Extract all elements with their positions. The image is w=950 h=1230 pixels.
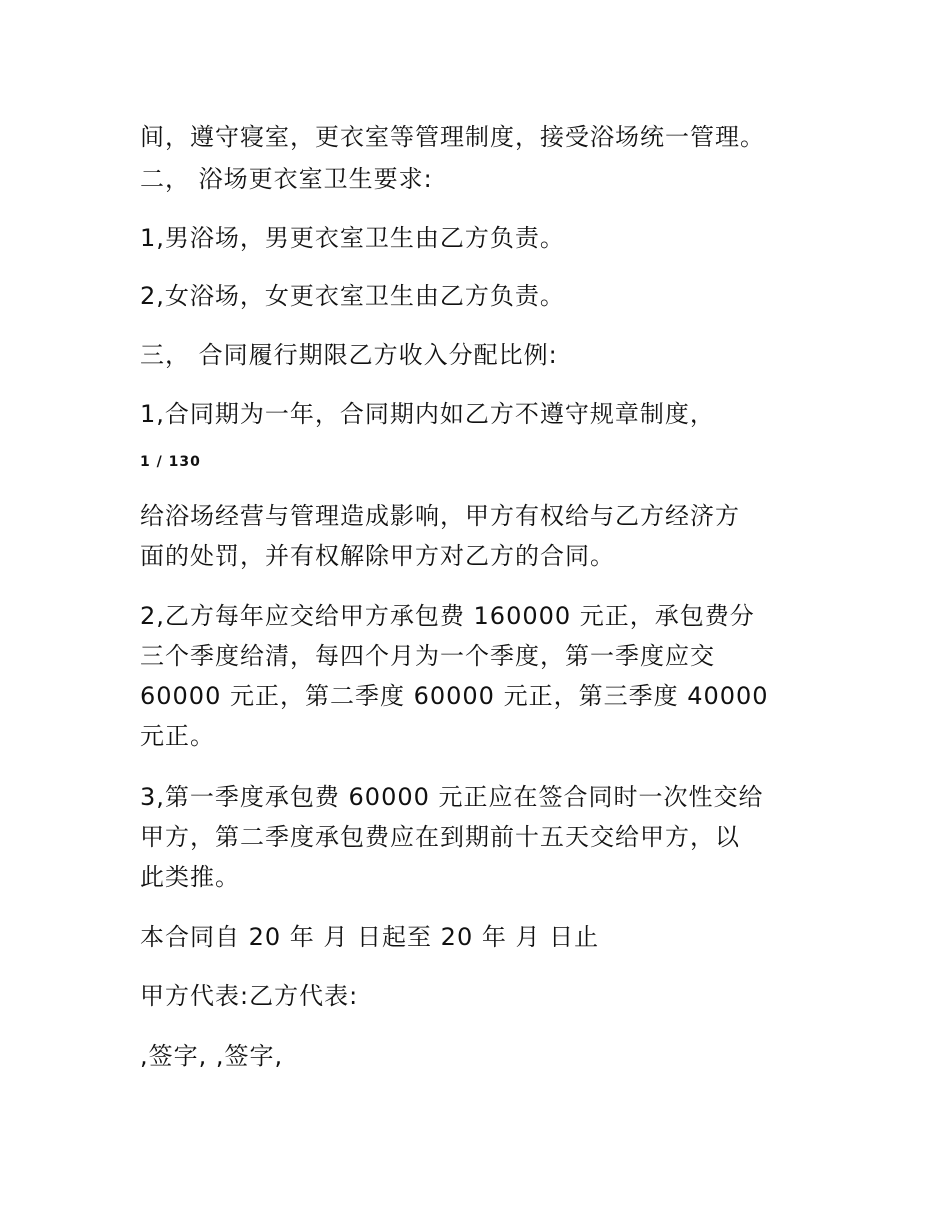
text-line: 面的处罚，并有权解除甲方对乙方的合同。 <box>140 542 615 570</box>
signature-line: ,签字, ,签字, <box>140 1042 284 1070</box>
text-line: 2,女浴场，女更衣室卫生由乙方负责。 <box>140 282 565 310</box>
contract-term-line: 本合同自 20 年 月 日起至 20 年 月 日止 <box>140 923 600 951</box>
section-heading-2: 二， 浴场更衣室卫生要求: <box>140 165 433 193</box>
text-line: 三个季度给清，每四个月为一个季度，第一季度应交 <box>140 642 715 670</box>
representatives-line: 甲方代表:乙方代表: <box>140 982 359 1010</box>
text-line: 给浴场经营与管理造成影响，甲方有权给与乙方经济方 <box>140 502 740 530</box>
text-line: 间，遵守寝室，更衣室等管理制度，接受浴场统一管理。 <box>140 123 765 151</box>
text-line: 元正。 <box>140 722 215 750</box>
text-line: 甲方，第二季度承包费应在到期前十五天交给甲方，以 <box>140 823 740 851</box>
page-number: 1 / 130 <box>140 454 201 470</box>
text-line: 1,男浴场，男更衣室卫生由乙方负责。 <box>140 224 565 252</box>
text-line: 2,乙方每年应交给甲方承包费 160000 元正，承包费分 <box>140 602 755 630</box>
text-line: 此类推。 <box>140 863 240 891</box>
text-line: 3,第一季度承包费 60000 元正应在签合同时一次性交给 <box>140 783 764 811</box>
text-line: 1,合同期为一年，合同期内如乙方不遵守规章制度， <box>140 400 715 428</box>
section-heading-3: 三， 合同履行期限乙方收入分配比例: <box>140 341 558 369</box>
text-line: 60000 元正，第二季度 60000 元正，第三季度 40000 <box>140 682 769 710</box>
